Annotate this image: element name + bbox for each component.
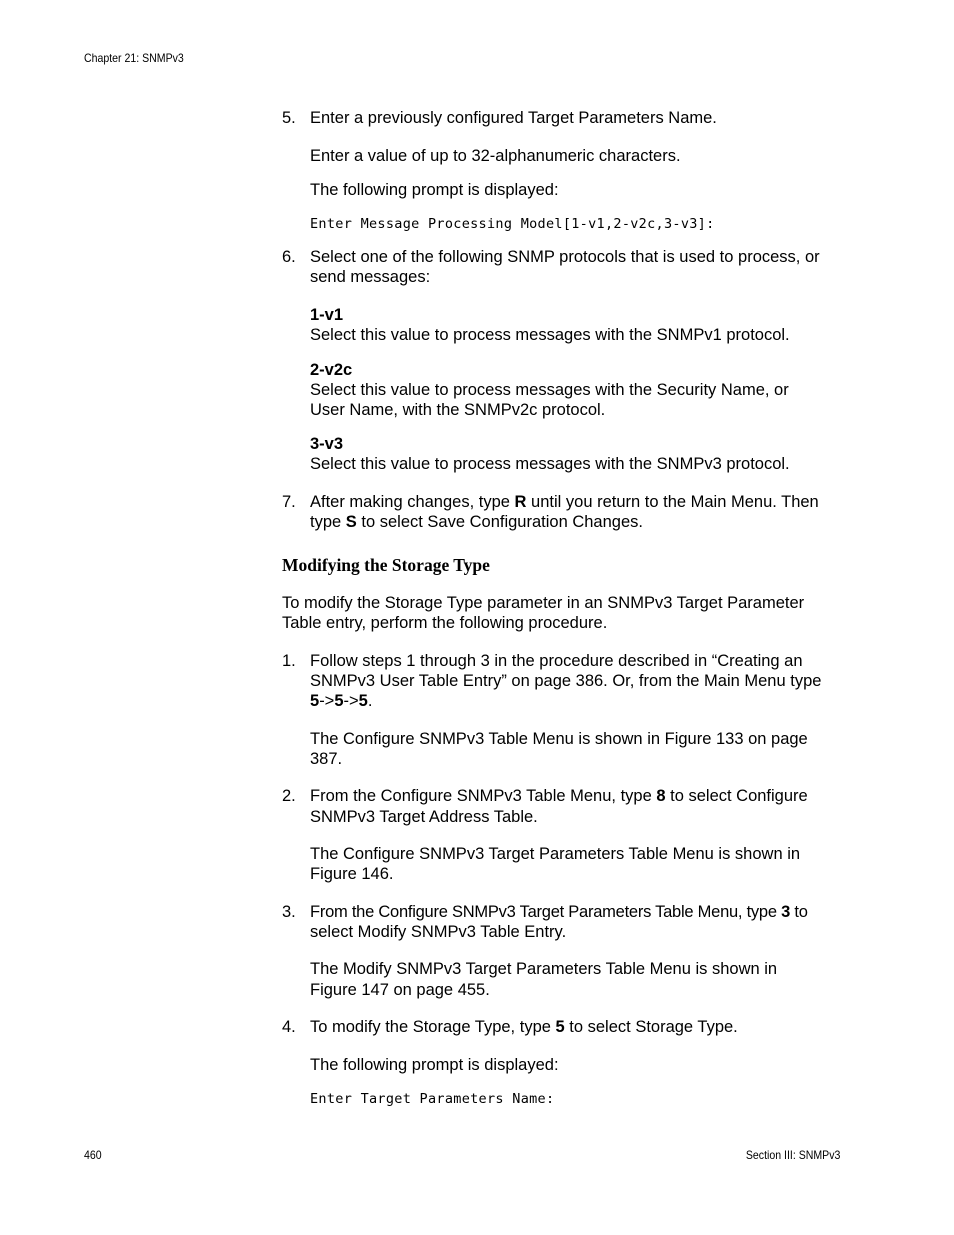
step-note: The Modify SNMPv3 Target Parameters Table Menu is shown in [310,960,778,978]
step-number: 4. [282,1018,296,1036]
step-note: Figure 147 on page 455. [310,981,490,999]
step-text: SNMPv3 User Table Entry” on page 386. Or, from the Main Menu type [310,672,822,690]
step-text: select Modify SNMPv3 Table Entry. [310,923,567,941]
prompt-intro: The following prompt is displayed: [310,181,559,199]
step-number: 2. [282,787,296,805]
step-number: 1. [282,652,296,670]
step-text: type S to select Save Configuration Changes. [310,513,643,531]
section-intro: To modify the Storage Type parameter in an SNMPv3 Target Parameter [282,594,805,612]
running-footer-section: Section III: SNMPv3 [745,1148,840,1162]
console-prompt: Enter Target Parameters Name: [310,1091,555,1107]
option-description: User Name, with the SNMPv2c protocol. [310,401,606,419]
step-text: send messages: [310,268,431,286]
step-note: Figure 146. [310,865,394,883]
step-text: Enter a previously configured Target Parameters Name. [310,109,717,127]
step-text: To modify the Storage Type, type 5 to select Storage Type. [310,1018,738,1036]
step-note: The Configure SNMPv3 Target Parameters Table Menu is shown in [310,845,801,863]
step-number: 6. [282,248,296,266]
step-text: From the Configure SNMPv3 Target Parameters Table Menu, type 3 to [310,903,808,921]
step-text: SNMPv3 Target Address Table. [310,808,538,826]
step-text: Follow steps 1 through 3 in the procedure described in “Creating an [310,652,803,670]
key-s: S [345,513,357,531]
console-prompt: Enter Message Processing Model[1-v1,2-v2c,3-v3]: [310,216,715,232]
option-term: 3-v3 [310,435,344,453]
option-description: Select this value to process messages with the SNMPv1 protocol. [310,326,790,344]
step-number: 7. [282,493,296,511]
page-number: 460 [84,1148,102,1162]
prompt-intro: The following prompt is displayed: [310,1056,559,1074]
step-text: Select one of the following SNMP protocols that is used to process, or [310,248,820,266]
step-note: Enter a value of up to 32-alphanumeric characters. [310,147,681,165]
option-description: Select this value to process messages with the SNMPv3 protocol. [310,455,790,473]
step-note: The Configure SNMPv3 Table Menu is shown in Figure 133 on page [310,730,808,748]
step-number: 3. [282,903,296,921]
step-text: 5->5->5. [310,692,373,710]
section-intro: Table entry, perform the following procedure. [282,614,608,632]
option-term: 2-v2c [310,361,353,379]
step-note: 387. [310,750,343,768]
running-header: Chapter 21: SNMPv3 [84,51,184,65]
section-heading: Modifying the Storage Type [282,555,490,575]
key-r: R [514,493,527,511]
option-term: 1-v1 [310,306,344,324]
option-description: Select this value to process messages with the Security Name, or [310,381,789,399]
step-text: After making changes, type R until you return to the Main Menu. Then [310,493,819,511]
step-number: 5. [282,109,296,127]
step-text: From the Configure SNMPv3 Table Menu, type 8 to select Configure [310,787,808,805]
